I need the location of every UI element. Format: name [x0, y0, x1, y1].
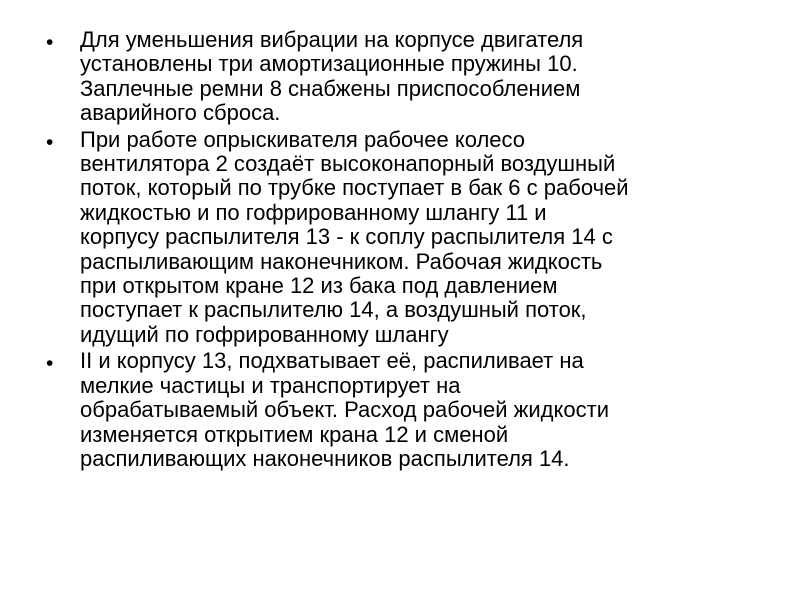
bullet-item [46, 128, 766, 348]
bullet-item [46, 349, 766, 471]
text-line: вентилятора 2 создаёт высоконапорный воздушный [80, 151, 616, 177]
text-line: при открытом кране 12 из бака под давлением [80, 273, 558, 299]
text-line: корпусу распылителя 13 - к соплу распылителя 14 с [80, 224, 613, 250]
text-line: жидкостью и по гофрированному шлангу 11 и [80, 199, 547, 225]
text-line: обрабатываемый объект. Расход рабочей жидкости [80, 397, 609, 423]
text-line: поступает к распылителю 14, а воздушный поток, [80, 297, 587, 323]
text-line: распыливающим наконечником. Рабочая жидкость [80, 248, 603, 274]
text-line: При работе опрыскивателя рабочее колесо [80, 126, 525, 152]
bullet-item [46, 28, 766, 126]
text-line: идущий по гофрированному шлангу [80, 321, 449, 347]
text-line: Заплечные ремни 8 снабжены приспособлением [80, 75, 581, 101]
text-line: мелкие частицы и транспортирует на [80, 372, 461, 398]
text-line: поток, который по трубке поступает в бак 6 с рабочей [80, 175, 629, 201]
text-line: установлены три амортизационные пружины 10. [80, 51, 578, 77]
text-line: II и корпусу 13, подхватывает её, распиливает на [80, 348, 584, 374]
bullet-icon: • [46, 31, 54, 54]
text-line: изменяется открытием крана 12 и сменой [80, 421, 509, 447]
text-line: распиливающих наконечников распылителя 14. [80, 445, 570, 471]
bullet-list [46, 28, 766, 473]
text-line: Для уменьшения вибрации на корпусе двигателя [80, 27, 584, 52]
text-line: аварийного сброса. [80, 100, 281, 126]
bullet-icon: • [46, 130, 54, 154]
bullet-icon: • [46, 352, 54, 376]
